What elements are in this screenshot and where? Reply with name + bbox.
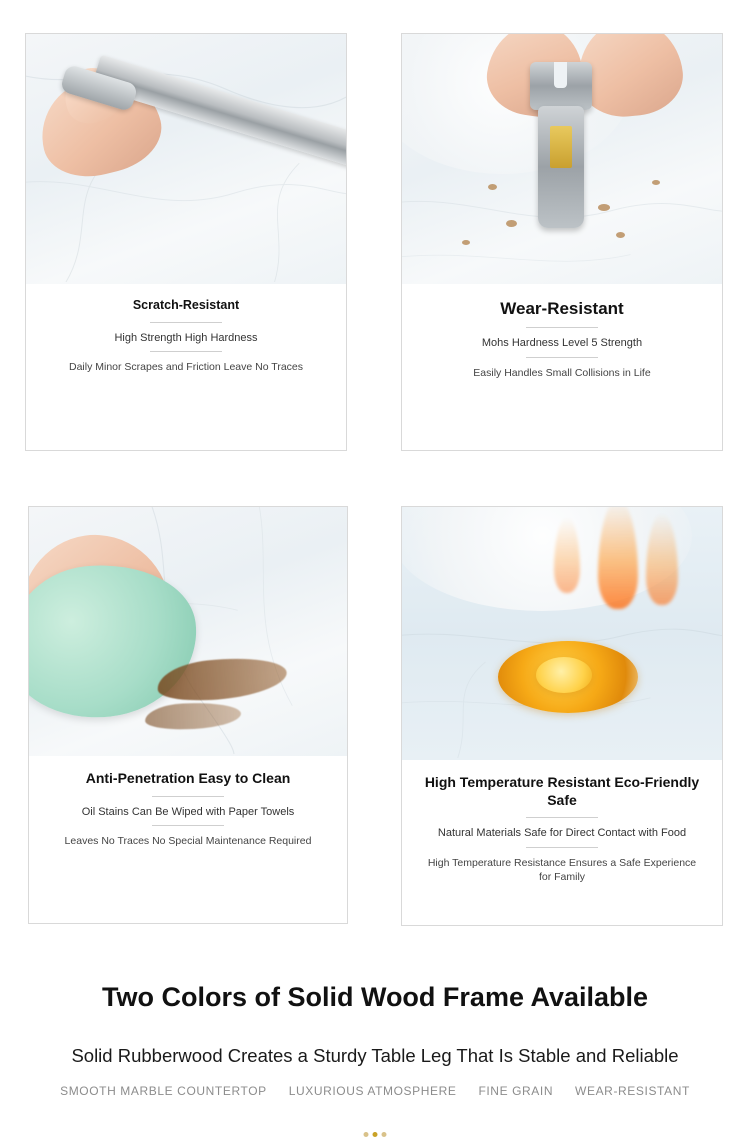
bottom-promo-section (0, 960, 750, 1098)
hammer-striking-marble-countertop-photo (402, 34, 722, 284)
divider (526, 327, 598, 328)
feature-title: Anti-Penetration Easy to Clean (85, 770, 291, 786)
debris-particle (488, 184, 497, 190)
divider (152, 825, 224, 826)
feature-note: Leaves No Traces No Special Maintenance Required (64, 835, 312, 848)
keyword-item: FINE GRAIN (478, 1083, 554, 1098)
feature-card-text (29, 756, 347, 859)
feature-note: Easily Handles Small Collisions in Life (473, 367, 651, 380)
feature-card-heat-resistant (401, 506, 723, 926)
feature-card-wear-resistant (401, 33, 723, 451)
carousel-dots[interactable] (364, 1132, 387, 1137)
hot-egg-on-marble-countertop-photo (402, 507, 722, 760)
keyword-item: SMOOTH MARBLE COUNTERTOP (60, 1083, 267, 1098)
feature-note: High Temperature Resistance Ensures a Safe Experience for Family (427, 856, 697, 884)
feature-title: Scratch-Resistant (132, 298, 240, 312)
feature-subtitle: Oil Stains Can Be Wiped with Paper Towels (81, 805, 295, 818)
debris-particle (598, 204, 610, 211)
feature-subtitle: Mohs Hardness Level 5 Strength (481, 337, 643, 350)
feature-note: Daily Minor Scrapes and Friction Leave No Traces (68, 361, 303, 374)
feature-card-scratch-resistant (25, 33, 347, 451)
feature-title: High Temperature Resistant Eco-Friendly Safe (424, 774, 700, 808)
knife-scratching-marble-countertop-photo (26, 34, 346, 284)
divider (150, 351, 222, 352)
debris-particle (462, 240, 470, 245)
carousel-dot-active[interactable] (373, 1132, 378, 1137)
divider (526, 817, 598, 818)
debris-particle (616, 232, 625, 238)
promo-keyword-list (0, 1084, 750, 1098)
divider (526, 357, 598, 358)
egg-yolk (536, 657, 592, 693)
debris-particle (652, 180, 660, 185)
keyword-item: WEAR-RESISTANT (575, 1083, 690, 1098)
divider (526, 847, 598, 848)
feature-card-text (402, 284, 722, 390)
feature-card-text (402, 760, 722, 894)
divider (150, 322, 222, 323)
carousel-dot[interactable] (364, 1132, 369, 1137)
debris-particle (506, 220, 517, 227)
feature-card-text (26, 284, 346, 385)
keyword-item: LUXURIOUS ATMOSPHERE (288, 1083, 457, 1098)
promo-subline: Solid Rubberwood Creates a Sturdy Table Leg That Is Stable and Reliable (71, 1044, 679, 1066)
carousel-dot[interactable] (382, 1132, 387, 1137)
feature-subtitle: High Strength High Hardness (114, 331, 258, 344)
feature-subtitle: Natural Materials Safe for Direct Contact with Food (437, 827, 687, 839)
divider (152, 796, 224, 797)
nail (550, 126, 572, 168)
marble-vein-texture (402, 507, 722, 758)
cloth-wiping-oil-stain-photo (29, 507, 347, 756)
feature-title: Wear-Resistant (500, 299, 624, 318)
promo-headline: Two Colors of Solid Wood Frame Available (101, 982, 649, 1012)
feature-card-easy-to-clean (28, 506, 348, 924)
hammer-claw-notch (554, 62, 567, 88)
